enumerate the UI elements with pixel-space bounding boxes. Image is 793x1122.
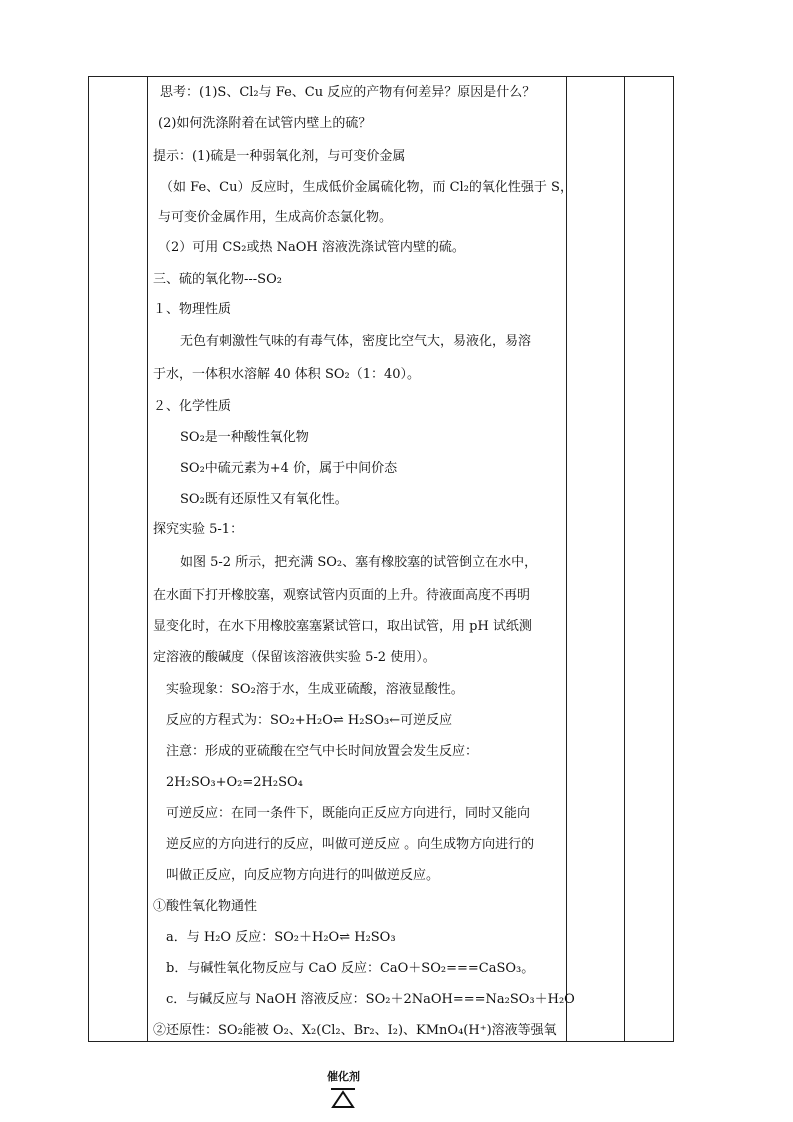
text-line: 定溶液的酸碱度（保留该溶液供实验 5-2 使用）。 bbox=[153, 650, 436, 665]
table-border-left bbox=[88, 76, 89, 1042]
text-line: 在水面下打开橡胶塞，观察试管内页面的上升。待液面高度不再明 bbox=[153, 588, 531, 603]
text-line: 实验现象：SO₂溶于水，生成亚硫酸，溶液显酸性。 bbox=[166, 682, 464, 697]
text-line: 反应的方程式为：SO₂+H₂O⇌ H₂SO₃←可逆反应 bbox=[166, 713, 453, 728]
table-border-right bbox=[673, 76, 674, 1042]
text-line: ①酸性氧化物通性 bbox=[153, 899, 258, 914]
text-line: SO₂中硫元素为+4 价，属于中间价态 bbox=[180, 461, 398, 476]
section-heading: 三、硫的氧化物---SO₂ bbox=[153, 272, 282, 287]
text-line: SO₂既有还原性又有氧化性。 bbox=[180, 492, 348, 507]
text-line: 如图 5-2 所示，把充满 SO₂、塞有橡胶塞的试管倒立在水中， bbox=[180, 555, 538, 570]
text-line: (2)如何洗涤附着在试管内壁上的硫？ bbox=[158, 116, 372, 131]
table-border-top bbox=[88, 76, 674, 77]
text-line: 提示：(1)硫是一种弱氧化剂，与可变价金属 bbox=[153, 149, 406, 164]
subsection-heading: ２、化学性质 bbox=[153, 399, 232, 414]
table-divider-2 bbox=[566, 76, 567, 1042]
text-line: 与可变价金属作用，生成高价态氯化物。 bbox=[158, 210, 393, 225]
text-line: 无色有刺激性气味的有毒气体，密度比空气大，易液化，易溶 bbox=[180, 334, 532, 349]
text-line: ②还原性：SO₂能被 O₂、X₂(Cl₂、Br₂、I₂)、KMnO₄(H⁺)溶液等强氧 bbox=[153, 1023, 557, 1038]
text-line: SO₂是一种酸性氧化物 bbox=[180, 430, 309, 445]
table-divider-1 bbox=[147, 76, 148, 1042]
text-line: （2）可用 CS₂或热 NaOH 溶液洗涤试管内壁的硫。 bbox=[158, 240, 465, 255]
text-line: a．与 H₂O 反应：SO₂＋H₂O⇌ H₂SO₃ bbox=[166, 930, 396, 945]
table-divider-3 bbox=[624, 76, 625, 1042]
text-line: 探究实验 5-1： bbox=[153, 522, 244, 537]
text-line: 思考：(1)S、Cl₂与 Fe、Cu 反应的产物有何差异？原因是什么？ bbox=[160, 85, 536, 100]
catalyst-label: 催化剂 bbox=[327, 1070, 360, 1083]
text-line: c．与碱反应与 NaOH 溶液反应：SO₂＋2NaOH===Na₂SO₃＋H₂O bbox=[166, 992, 575, 1007]
equation-line: 2H₂SO₃+O₂=2H₂SO₄ bbox=[166, 775, 303, 790]
text-line: 注意：形成的亚硫酸在空气中长时间放置会发生反应： bbox=[166, 744, 479, 759]
text-line: （如 Fe、Cu）反应时，生成低价金属硫化物，而 Cl₂的氧化性强于 S， bbox=[160, 180, 573, 195]
text-line: 叫做正反应，向反应物方向进行的叫做逆反应。 bbox=[166, 868, 440, 883]
text-line: 于水，一体积水溶解 40 体积 SO₂（1：40）。 bbox=[153, 367, 421, 382]
table-border-bottom bbox=[88, 1041, 674, 1042]
text-line: 可逆反应：在同一条件下，既能向正反应方向进行，同时又能向 bbox=[166, 806, 531, 821]
text-line: 显变化时，在水下用橡胶塞塞紧试管口，取出试管，用 pH 试纸测 bbox=[153, 619, 532, 634]
text-line: 逆反应的方向进行的反应，叫做可逆反应 。向生成物方向进行的 bbox=[166, 837, 535, 852]
text-line: b．与碱性氧化物反应与 CaO 反应：CaO＋SO₂===CaSO₃。 bbox=[166, 961, 535, 976]
subsection-heading: １、物理性质 bbox=[153, 302, 232, 317]
triangle-heat-icon bbox=[329, 1086, 357, 1110]
